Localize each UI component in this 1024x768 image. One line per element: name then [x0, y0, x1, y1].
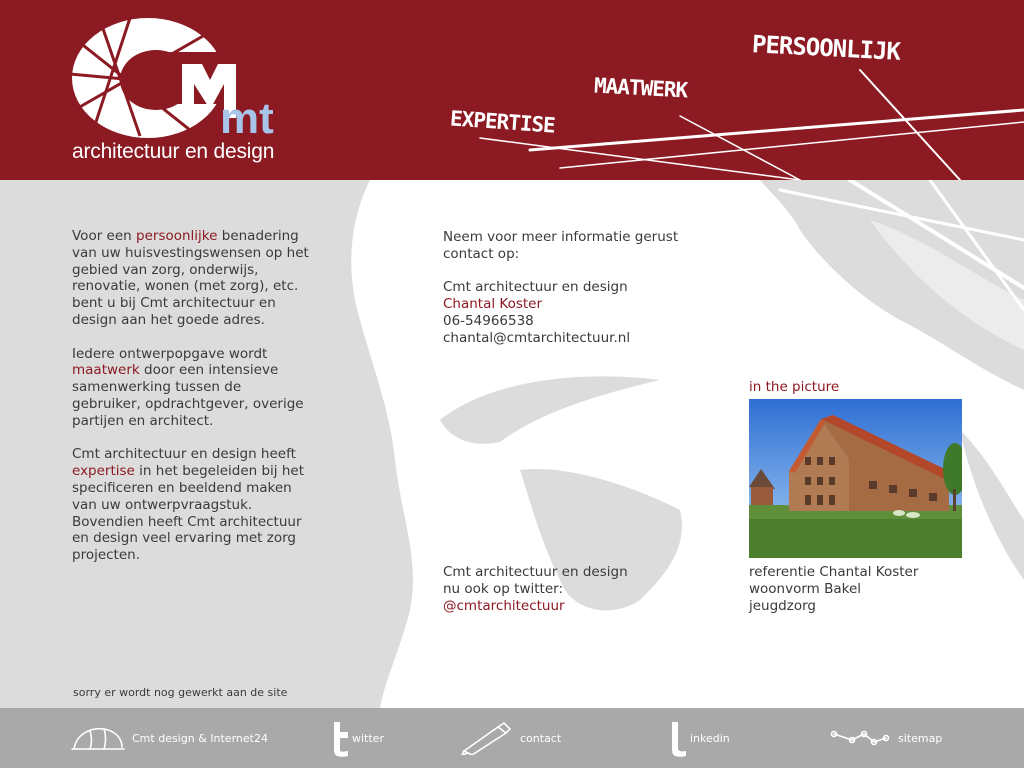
house-photo[interactable]: [749, 399, 962, 558]
slogan-maatwerk: MAATWERK: [593, 73, 688, 103]
caption-line-2: woonvorm Bakel: [749, 580, 862, 597]
twitter-line-2: nu ook op twitter:: [443, 580, 563, 597]
header-sketch-lines: [0, 0, 1024, 180]
contact-block: [443, 229, 683, 347]
logo-tagline: architectuur en design: [72, 140, 275, 163]
footer-label-twitter: witter: [352, 731, 384, 745]
footer-item-contact[interactable]: [460, 708, 561, 768]
logo-mt: mt: [220, 94, 274, 138]
sitemap-icon: [830, 726, 890, 750]
highlight-maatwerk: maatwerk: [72, 362, 140, 379]
twitter-handle-link[interactable]: @cmtarchitectuur: [443, 597, 565, 614]
helmet-icon: [70, 723, 126, 753]
slogan-persoonlijk: PERSOONLIJK: [751, 30, 901, 66]
intro-paragraph-1: Voor een persoonlijke benadering van uw huisvestingswensen op het gebied van zorg, onderwijs, renovatie, wonen (met zorg), etc. bent u bij Cmt architectuur en design aan het goede adres.: [72, 228, 309, 328]
contact-phone: 06-54966538: [443, 312, 534, 329]
intro-paragraph-2: Iedere ontwerpopgave wordt maatwerk door een intensieve samenwerking tussen de gebruiker, opdrachtgever, overige partijen en architect.: [72, 345, 304, 429]
footer-item-twitter[interactable]: [330, 708, 384, 768]
footer-label-linkedin: inkedin: [690, 731, 730, 745]
intro-paragraph-3: Cmt architectuur en design heeft expertise in het begeleiden bij het specificeren en beeldend maken van uw ontwerpvraagstuk. Bovendien heeft Cmt architectuur en design veel ervaring met zorg projecten.: [72, 446, 305, 564]
caption-line-1: referentie Chantal Koster: [749, 564, 919, 580]
footer-item-sitemap[interactable]: [830, 708, 942, 768]
twitter-block: [443, 564, 683, 614]
footer-label-sitemap: sitemap: [898, 731, 943, 745]
twitter-line-1: Cmt architectuur en design: [443, 564, 628, 580]
contact-company: Cmt architectuur en design: [443, 279, 628, 296]
footer-nav: [0, 708, 1024, 768]
highlight-expertise: expertise: [72, 463, 135, 480]
header: [0, 0, 1024, 180]
caption-line-3: jeugdzorg: [749, 597, 816, 614]
footer-label-contact: contact: [520, 731, 562, 745]
contact-person: Chantal Koster: [443, 296, 543, 313]
main-content: [0, 180, 1024, 708]
picture-label: in the picture: [749, 379, 840, 395]
contact-email[interactable]: chantal@cmtarchitectuur.nl: [443, 329, 631, 346]
highlight-persoonlijke: persoonlijke: [136, 228, 218, 244]
picture-caption: [749, 564, 969, 614]
contact-intro: Neem voor meer informatie gerust contact op:: [443, 229, 679, 262]
footer-item-linkedin[interactable]: [668, 708, 730, 768]
intro-text: [72, 228, 312, 581]
footer-label-cmt-design: Cmt design & Internet24: [132, 731, 268, 745]
construction-notice: sorry er wordt nog gewerkt aan de site: [73, 686, 288, 699]
footer-item-cmt-design[interactable]: [70, 708, 268, 768]
pencil-icon: [460, 721, 512, 755]
slogan-expertise: EXPERTISE: [449, 106, 556, 138]
letter-t-icon: [330, 718, 352, 758]
letter-l-icon: [668, 718, 690, 758]
